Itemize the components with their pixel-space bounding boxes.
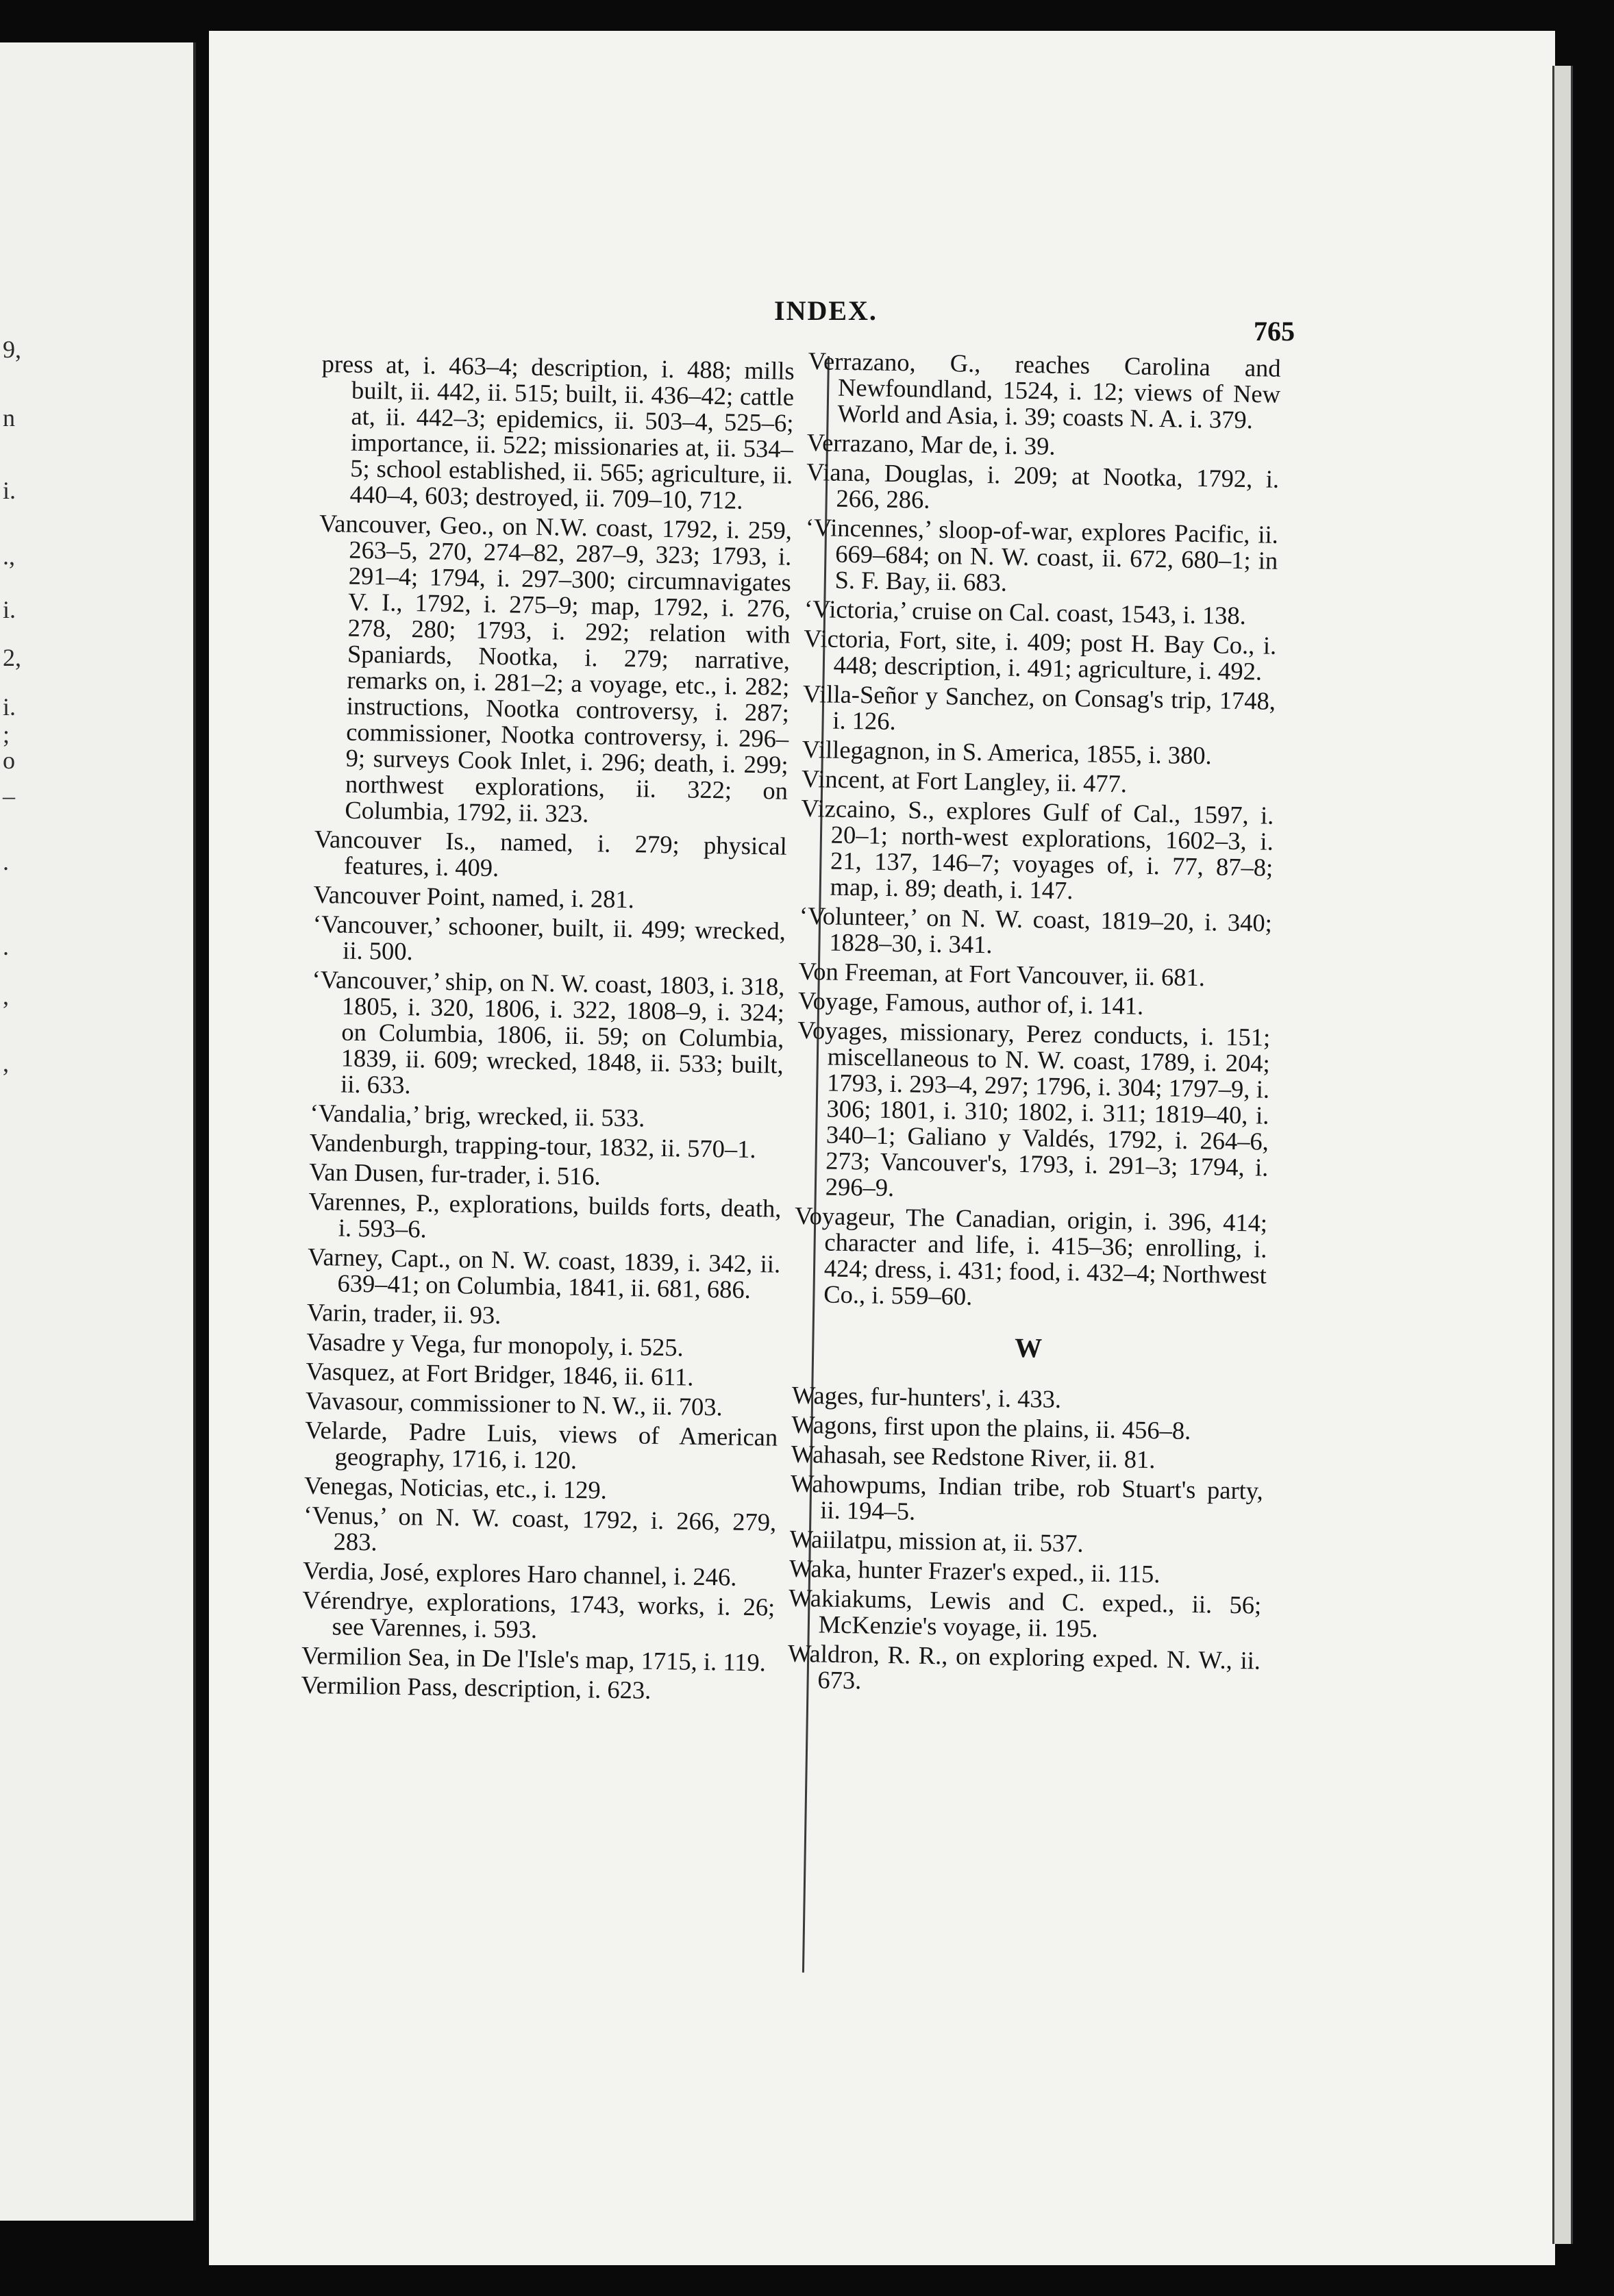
index-entry: Vérendrye, explorations, 1743, works, i. 26; see Varennes, i. 593. (302, 1585, 775, 1644)
index-entry: Wagons, first upon the plains, ii. 456–8. (791, 1410, 1191, 1445)
index-entry: Von Freeman, at Fort Vancouver, ii. 681. (798, 956, 1206, 992)
index-entry: Velarde, Padre Luis, views of American geography, 1716, i. 120. (304, 1415, 778, 1475)
index-entry: Villa-Señor y Sanchez, on Consag's trip, 1748, i. 126. (802, 679, 1276, 736)
index-entry: ‘Volunteer,’ on N. W. coast, 1819–20, i. 340; 1828–30, i. 341. (799, 901, 1273, 959)
running-title: INDEX. (774, 295, 878, 326)
index-entry: Vancouver Point, named, i. 281. (313, 879, 635, 914)
fragment: , (3, 1049, 9, 1077)
index-entry: Vasquez, at Fort Bridger, 1846, ii. 611. (306, 1356, 694, 1391)
index-entry: Varin, trader, ii. 93. (306, 1297, 501, 1330)
fragment: o (3, 747, 15, 774)
index-entry: Varney, Capt., on N. W. coast, 1839, i. 342, ii. 639–41; on Columbia, 1841, ii. 681, 686. (307, 1242, 781, 1303)
index-entry: Waiilatpu, mission at, ii. 537. (789, 1524, 1084, 1558)
index-entry: Wages, fur-hunters', i. 433. (791, 1380, 1062, 1413)
left-column (301, 351, 795, 1709)
index-entry: Wahowpums, Indian tribe, rob Stuart's party, ii. 194–5. (790, 1469, 1264, 1525)
index-entry: Villegagnon, in S. America, 1855, i. 380. (802, 734, 1213, 770)
index-entry: Varennes, P., explorations, builds forts, death, i. 593–6. (308, 1186, 782, 1243)
index-entry: Vermilion Pass, description, i. 623. (301, 1670, 651, 1704)
fragment: 2, (3, 644, 21, 671)
index-entry: Victoria, Fort, site, i. 409; post H. Bay Co., i. 448; description, i. 491; agriculture, i. 492. (804, 623, 1277, 686)
index-entry: Viana, Douglas, i. 209; at Nootka, 1792, i. 266, 286. (806, 457, 1280, 514)
fragment: n (3, 404, 15, 432)
index-entry: Wahasah, see Redstone River, ii. 81. (791, 1439, 1156, 1474)
fragment: i. (3, 596, 16, 623)
fragment: . (3, 848, 9, 875)
index-entry: Vavasour, commissioner to N. W., ii. 703. (305, 1386, 723, 1421)
previous-page-edge (0, 42, 196, 2221)
index-entry: ‘Vancouver,’ ship, on N. W. coast, 1803, i. 318, 1805, i. 320, 1806, i. 322, 1808–9, i. 324; on Columbia, 1806, ii. 59; on Columbia, 1839, ii. 609; wrecked, 1848, ii. 533; built, ii. 633. (312, 964, 785, 1099)
index-entry: press at, i. 463–4; description, i. 488; mills built, ii. 442, ii. 515; built, ii. 436–42; cattle at, ii. 442–3; epidemics, ii. 503–4, 525–6; importance, ii. 522; missionaries at, ii. 534–5; school established, ii. 565; agriculture, ii. 440–4, 603; destroyed, ii. 709–10, 712. (321, 349, 795, 514)
index-entry: Wakiakums, Lewis and C. exped., ii. 56; McKenzie's voyage, ii. 195. (789, 1583, 1262, 1643)
index-entry: Venegas, Noticias, etc., i. 129. (303, 1471, 608, 1504)
index-entry: Verdia, José, explores Haro channel, i. 246. (302, 1556, 737, 1591)
index-entry: Vancouver Is., named, i. 279; physical features, i. 409. (314, 824, 788, 882)
index-entry: Voyage, Famous, author of, i. 141. (797, 986, 1144, 1020)
index-entry: Vandenburgh, trapping-tour, 1832, ii. 570–1. (309, 1127, 756, 1164)
index-entry: Vancouver, Geo., on N.W. coast, 1792, i. 259, 263–5, 270, 274–82, 287–9, 323; 1793, i. 291–4; 1794, i. 297–300; circumnavigates V. I., 1792, i. 275–9; map, 1792, i. 276, 278, 280; 1793, i. 292; relation with Spaniards, Nootka, i. 279; narrative, remarks on, i. 281–2; a voyage, etc., i. 282; instructions, Nootka controversy, i. 287; commissioner, Nootka controversy, i. 296–9; surveys Cook Inlet, i. 296; death, i. 299; northwest explorations, ii. 322; on Columbia, 1792, ii. 323. (319, 508, 793, 828)
fragment: i. (3, 477, 16, 504)
right-column (787, 348, 1281, 1704)
index-entry: Vizcaino, S., explores Gulf of Cal., 1597, i. 20–1; north-west explorations, 1602–3, i. 21, 137, 146–7; voyages of, i. 77, 87–8; map, i. 89; death, i. 147. (801, 793, 1274, 905)
index-entry: ‘Vandalia,’ brig, wrecked, ii. 533. (310, 1098, 645, 1132)
index-entry: Verrazano, Mar de, i. 39. (806, 427, 1056, 460)
fragment: , (3, 982, 9, 1010)
fragment: 9, (3, 336, 21, 363)
index-entry: Verrazano, G., reaches Carolina and Newfoundland, 1524, i. 12; views of New World and Asia, i. 39; coasts N. A. i. 379. (808, 347, 1281, 434)
page-number: 765 (1254, 316, 1295, 347)
fragment: . (3, 933, 9, 960)
index-entry: Waka, hunter Frazer's exped., ii. 115. (789, 1553, 1160, 1588)
index-entry: ‘Venus,’ on N. W. coast, 1792, i. 266, 279, 283. (303, 1500, 777, 1556)
fragment: – (3, 782, 15, 810)
section-letter-w: W (1014, 1332, 1044, 1364)
index-entry: Vincent, at Fort Langley, ii. 477. (801, 764, 1128, 798)
index-entry: Voyages, missionary, Perez conducts, i. 151; miscellaneous to N. W. coast, 1789, i. 204; 1793, i. 293–4, 297; 1796, i. 304; 1797–9, i. 306; 1801, i. 310; 1802, i. 311; 1819–40, i. 340–1; Galiano y Valdés, 1792, i. 264–6, 273; Vancouver's, 1793, i. 291–3; 1794, i. 296–9. (797, 1015, 1271, 1202)
index-entry: ‘Vancouver,’ schooner, built, ii. 499; wrecked, ii. 500. (312, 909, 786, 966)
index-entry: Waldron, R. R., on exploring exped. N. W., ii. 673. (787, 1638, 1261, 1695)
index-entry: Van Dusen, fur-trader, i. 516. (308, 1157, 601, 1190)
fragment: i. (3, 693, 16, 721)
index-entry: ‘Victoria,’ cruise on Cal. coast, 1543, i. 138. (804, 594, 1247, 630)
index-entry: ‘Vincennes,’ sloop-of-war, explores Pacific, ii. 669–684; on N. W. coast, ii. 672, 680–1; in S. F. Bay, ii. 683. (805, 512, 1279, 597)
index-entry: Vasadre y Vega, fur monopoly, i. 525. (306, 1327, 684, 1362)
fragment: ., (3, 542, 15, 570)
page-edge (1552, 66, 1573, 2244)
fragment: ; (3, 721, 10, 748)
index-entry: Voyageur, The Canadian, origin, i. 396, 414; character and life, i. 415–36; enrolling, i. 424; dress, i. 431; food, i. 432–4; Northwest Co., i. 559–60. (794, 1201, 1268, 1310)
index-entry: Vermilion Sea, in De l'Isle's map, 1715, i. 119. (301, 1640, 767, 1677)
